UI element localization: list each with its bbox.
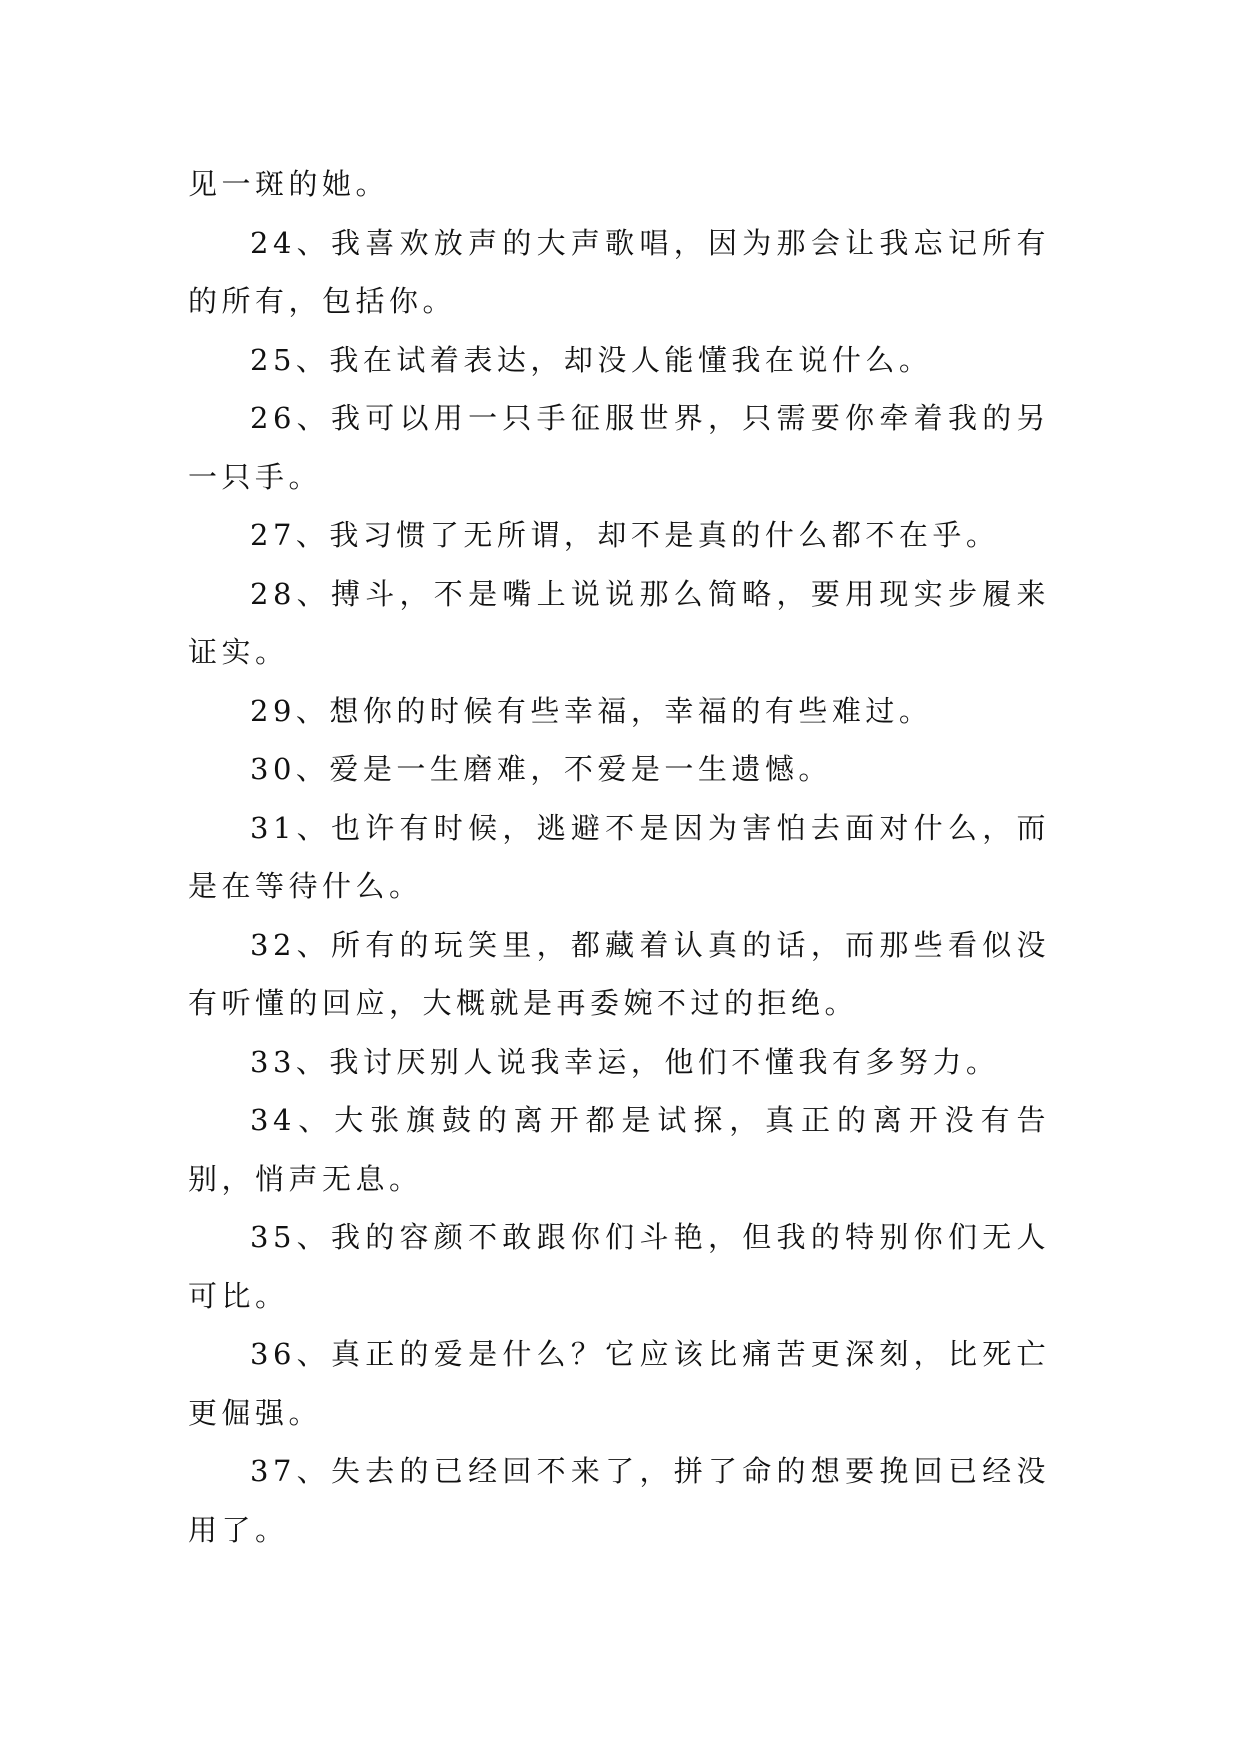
paragraph-25: 25、我在试着表达，却没人能懂我在说什么。 (250, 342, 933, 377)
paragraph-34: 34、大张旗鼓的离开都是试探，真正的离开没有告别，悄声无息。 (188, 1103, 1050, 1196)
paragraph-continuation: 见一斑的她。 (188, 167, 390, 201)
paragraph-29: 29、想你的时候有些幸福，幸福的有些难过。 (250, 693, 933, 728)
paragraph-37: 37、失去的已经回不来了，拼了命的想要挽回已经没用了。 (188, 1454, 1050, 1547)
paragraph-28: 28、搏斗，不是嘴上说说那么简略，要用现实步履来证实。 (188, 576, 1050, 669)
paragraph-24: 24、我喜欢放声的大声歌唱，因为那会让我忘记所有的所有，包括你。 (188, 225, 1050, 318)
paragraph-26: 26、我可以用一只手征服世界，只需要你牵着我的另一只手。 (188, 401, 1050, 494)
paragraph-35: 35、我的容颜不敢跟你们斗艳，但我的特别你们无人可比。 (188, 1220, 1050, 1313)
paragraph-33: 33、我讨厌别人说我幸运，他们不懂我有多努力。 (250, 1044, 1000, 1079)
paragraph-36: 36、真正的爱是什么？它应该比痛苦更深刻，比死亡更倔强。 (188, 1337, 1050, 1430)
paragraph-31: 31、也许有时候，逃避不是因为害怕去面对什么，而是在等待什么。 (188, 810, 1050, 903)
paragraph-30: 30、爱是一生磨难，不爱是一生遗憾。 (250, 752, 832, 786)
document-body (188, 155, 1050, 1559)
paragraph-32: 32、所有的玩笑里，都藏着认真的话，而那些看似没有听懂的回应，大概就是再委婉不过的拒绝。 (188, 927, 1050, 1020)
paragraph-27: 27、我习惯了无所谓，却不是真的什么都不在乎。 (250, 518, 1000, 552)
